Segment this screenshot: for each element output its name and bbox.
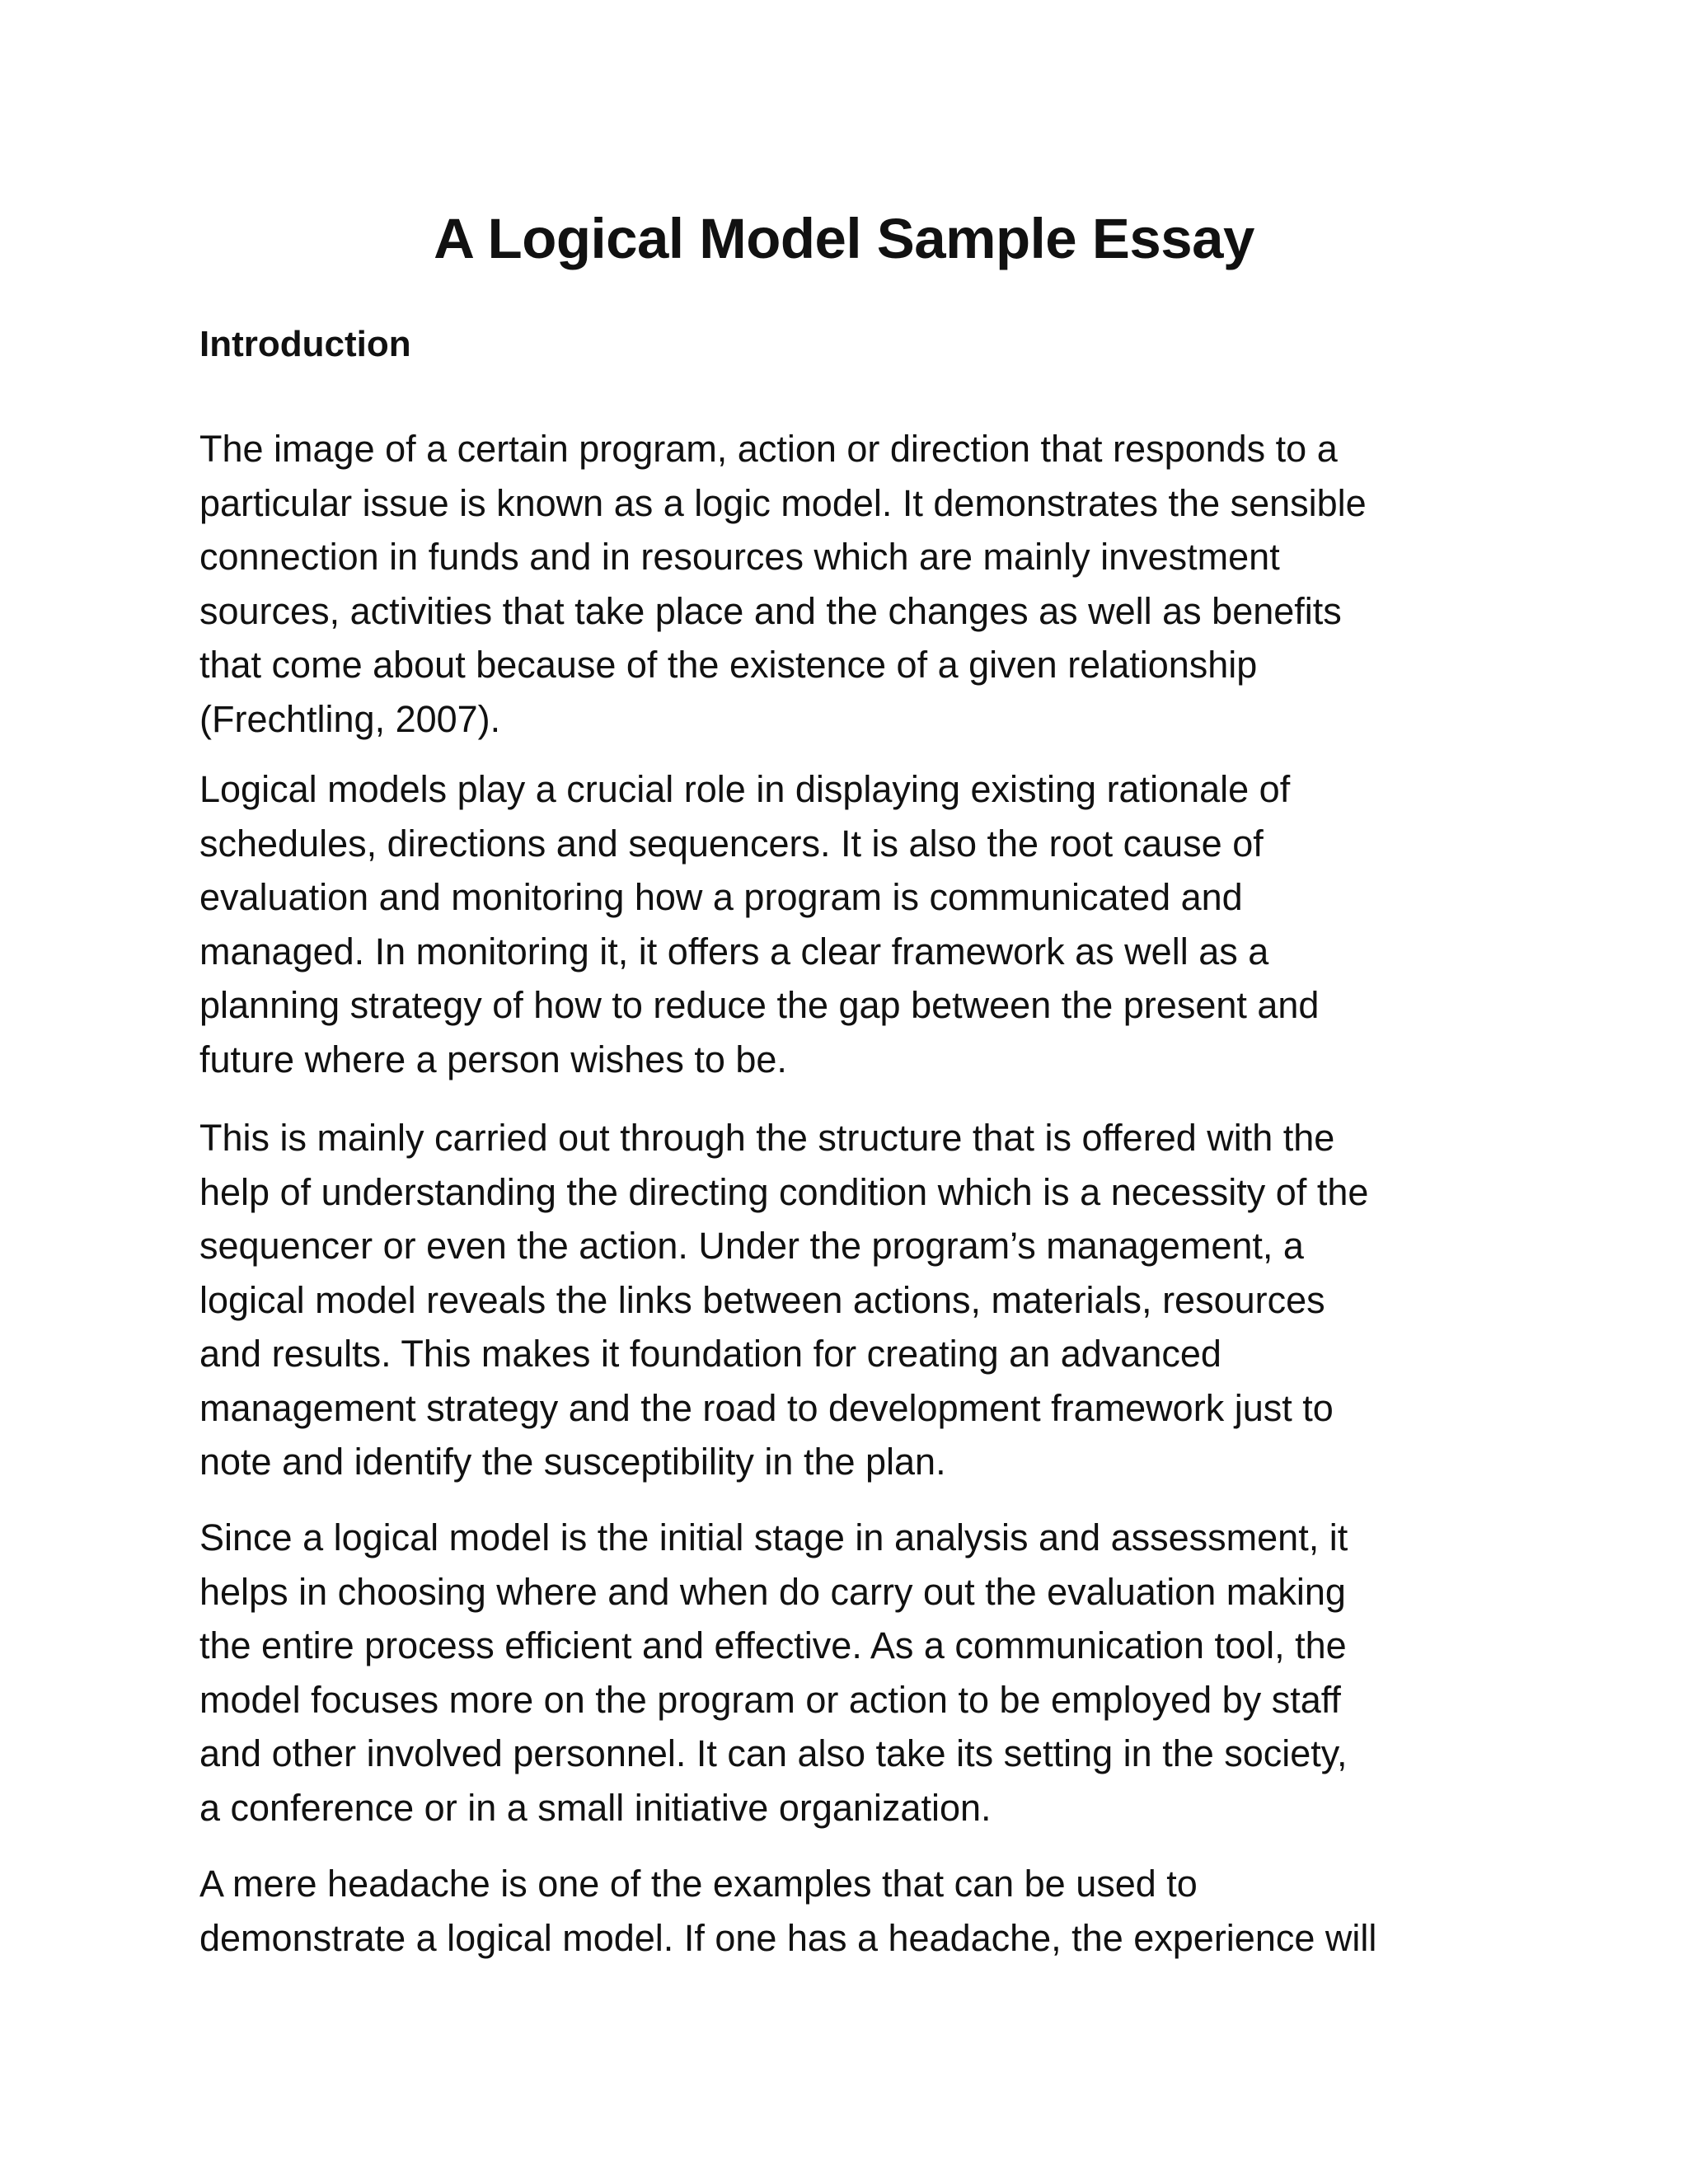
- text-line: sources, activities that take place and the changes as well as benefits: [199, 589, 1342, 632]
- text-line: The image of a certain program, action or direction that responds to a: [199, 428, 1338, 470]
- text-line: demonstrate a logical model. If one has a headache, the experience will: [199, 1916, 1377, 1959]
- paragraph-2: [199, 762, 1518, 1086]
- text-line: the entire process efficient and effective. As a communication tool, the: [199, 1624, 1347, 1666]
- text-line: management strategy and the road to development framework just to: [199, 1386, 1334, 1429]
- text-line: note and identify the susceptibility in the plan.: [199, 1441, 946, 1483]
- text-line: and results. This makes it foundation for creating an advanced: [199, 1333, 1221, 1375]
- text-line: schedules, directions and sequencers. It is also the root cause of: [199, 822, 1264, 865]
- text-line: that come about because of the existence of a given relationship: [199, 644, 1258, 686]
- text-line: logical model reveals the links between actions, materials, resources: [199, 1278, 1325, 1321]
- text-line: planning strategy of how to reduce the gap between the present and: [199, 984, 1320, 1026]
- text-line: model focuses more on the program or action to be employed by staff: [199, 1678, 1341, 1721]
- paragraph-4: [199, 1511, 1518, 1835]
- text-line: Since a logical model is the initial stage in analysis and assessment, it: [199, 1516, 1348, 1558]
- text-line: and other involved personnel. It can also take its setting in the society,: [199, 1732, 1348, 1774]
- text-line: helps in choosing where and when do carry out the evaluation making: [199, 1570, 1346, 1613]
- text-line: connection in funds and in resources which are mainly investment: [199, 536, 1280, 578]
- text-line: evaluation and monitoring how a program is communicated and: [199, 876, 1243, 918]
- text-line: This is mainly carried out through the structure that is offered with the: [199, 1117, 1335, 1159]
- text-line: (Frechtling, 2007).: [199, 697, 501, 740]
- text-line: help of understanding the directing condition which is a necessity of the: [199, 1170, 1369, 1213]
- text-line: A mere headache is one of the examples that can be used to: [199, 1863, 1198, 1905]
- text-line: future where a person wishes to be.: [199, 1038, 787, 1080]
- text-line: managed. In monitoring it, it offers a clear framework as well as a: [199, 930, 1269, 972]
- paragraph-1: [199, 422, 1518, 746]
- document-title: A Logical Model Sample Essay: [434, 207, 1254, 270]
- paragraph-5: [199, 1857, 1518, 1965]
- paragraph-3: [199, 1111, 1518, 1489]
- text-line: a conference or in a small initiative organization.: [199, 1786, 992, 1829]
- text-line: particular issue is known as a logic model. It demonstrates the sensible: [199, 481, 1367, 524]
- section-heading-introduction: Introduction: [199, 324, 411, 364]
- text-line: sequencer or even the action. Under the program’s management, a: [199, 1225, 1304, 1267]
- text-line: Logical models play a crucial role in displaying existing rationale of: [199, 768, 1291, 810]
